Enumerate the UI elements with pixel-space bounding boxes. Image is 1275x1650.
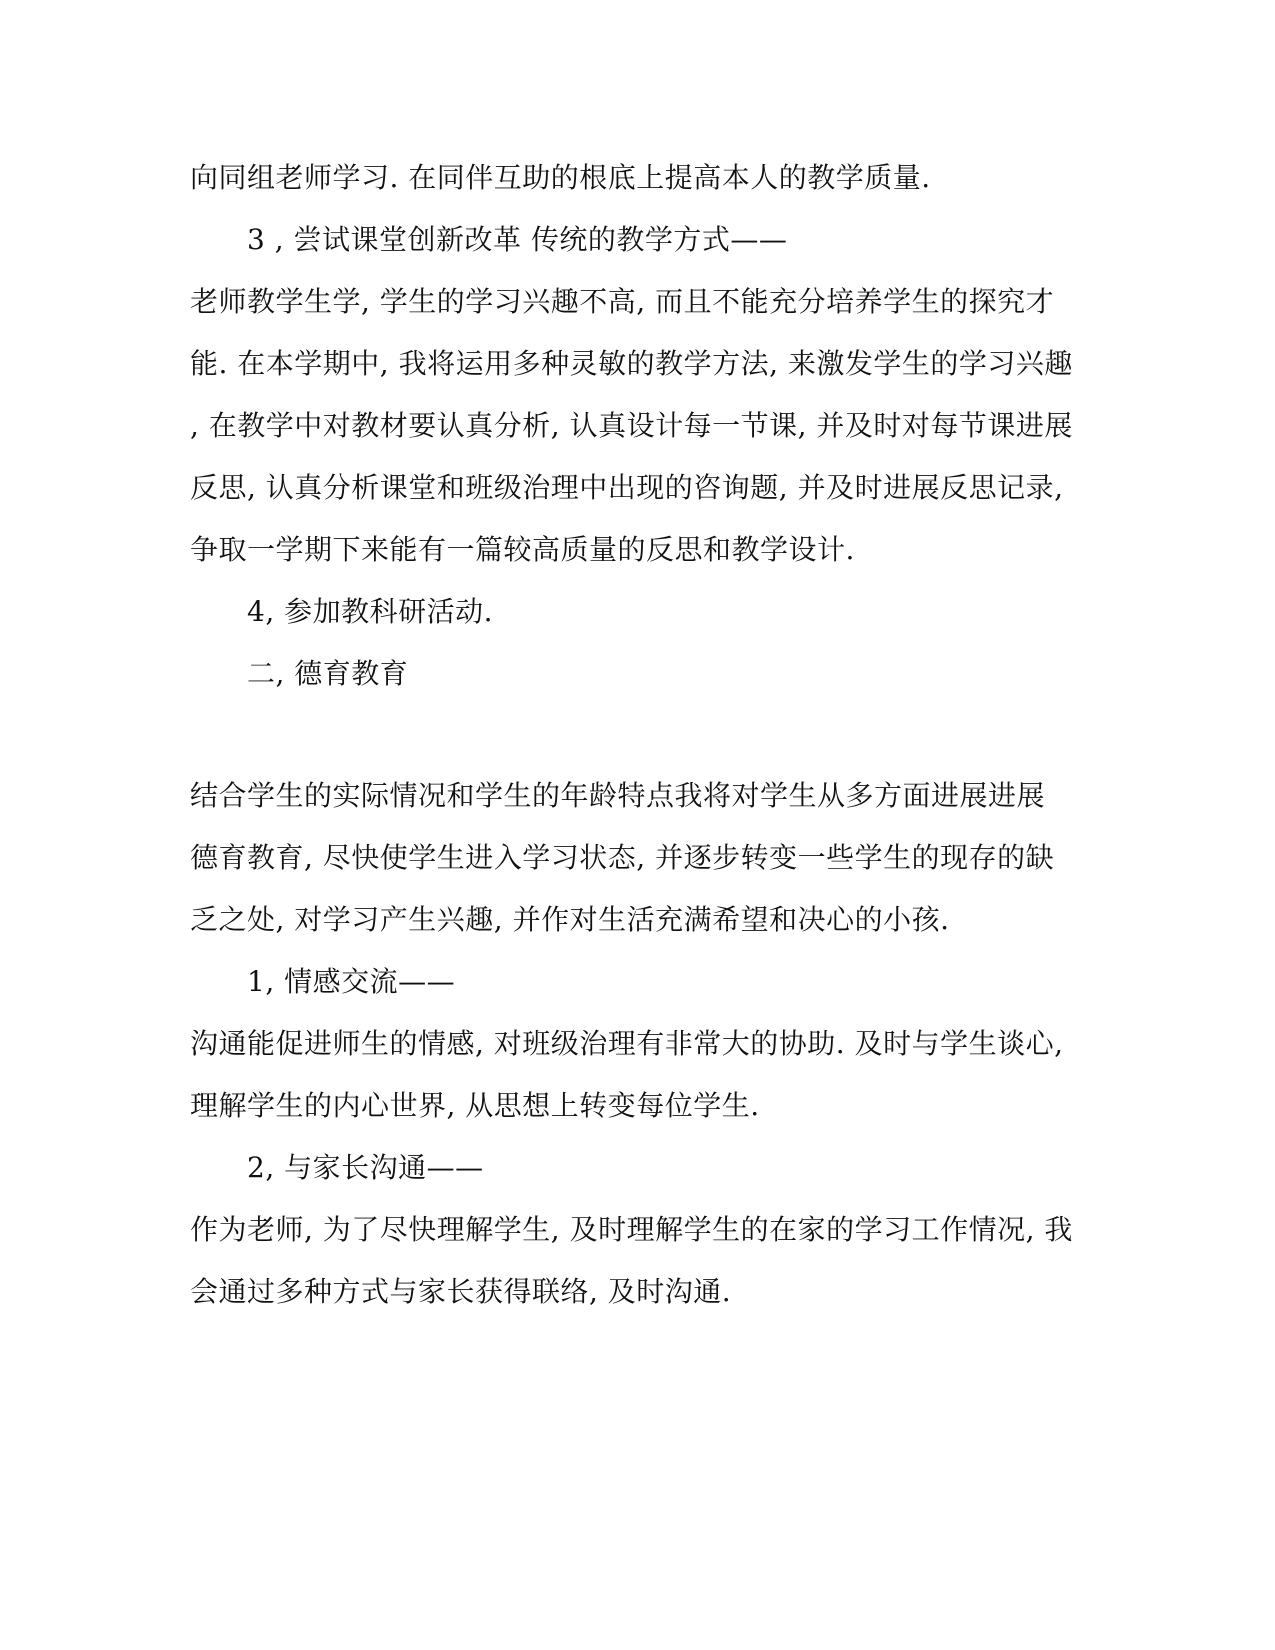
paragraph-line: 老师教学生学, 学生的学习兴趣不高, 而且不能充分培养学生的探究才 xyxy=(190,285,1055,318)
paragraph-line: 会通过多种方式与家长获得联络, 及时沟通. xyxy=(190,1275,732,1308)
paragraph-line: 4, 参加教科研活动. xyxy=(247,595,494,628)
paragraph-line: 理解学生的内心世界, 从思想上转变每位学生. xyxy=(190,1089,760,1122)
paragraph-line: 能. 在本学期中, 我将运用多种灵敏的教学方法, 来激发学生的学习兴趣 xyxy=(190,347,1073,380)
paragraph-line: , 在教学中对教材要认真分析, 认真设计每一节课, 并及时对每节课进展 xyxy=(190,409,1073,442)
section-heading: 二, 德育教育 xyxy=(247,657,409,690)
paragraph-line: 向同组老师学习. 在同伴互助的根底上提高本人的教学质量. xyxy=(190,161,931,194)
paragraph-line: 德育教育, 尽快使学生进入学习状态, 并逐步转变一些学生的现存的缺 xyxy=(190,841,1055,874)
paragraph-line: 乏之处, 对学习产生兴趣, 并作对生活充满希望和决心的小孩. xyxy=(190,903,950,936)
paragraph-line: 作为老师, 为了尽快理解学生, 及时理解学生的在家的学习工作情况, 我 xyxy=(190,1213,1073,1246)
paragraph-line: 反思, 认真分析课堂和班级治理中出现的咨询题, 并及时进展反思记录, xyxy=(190,471,1064,504)
paragraph-line: 结合学生的实际情况和学生的年龄特点我将对学生从多方面进展进展 xyxy=(190,779,1046,812)
paragraph-line: 2, 与家长沟通—— xyxy=(247,1151,484,1184)
paragraph-line: 争取一学期下来能有一篇较高质量的反思和教学设计. xyxy=(190,533,855,566)
paragraph-line: 沟通能促进师生的情感, 对班级治理有非常大的协助. 及时与学生谈心, xyxy=(190,1027,1064,1060)
paragraph-line: 1, 情感交流—— xyxy=(247,965,456,998)
paragraph-line: 3 , 尝试课堂创新改革 传统的教学方式—— xyxy=(247,223,788,256)
